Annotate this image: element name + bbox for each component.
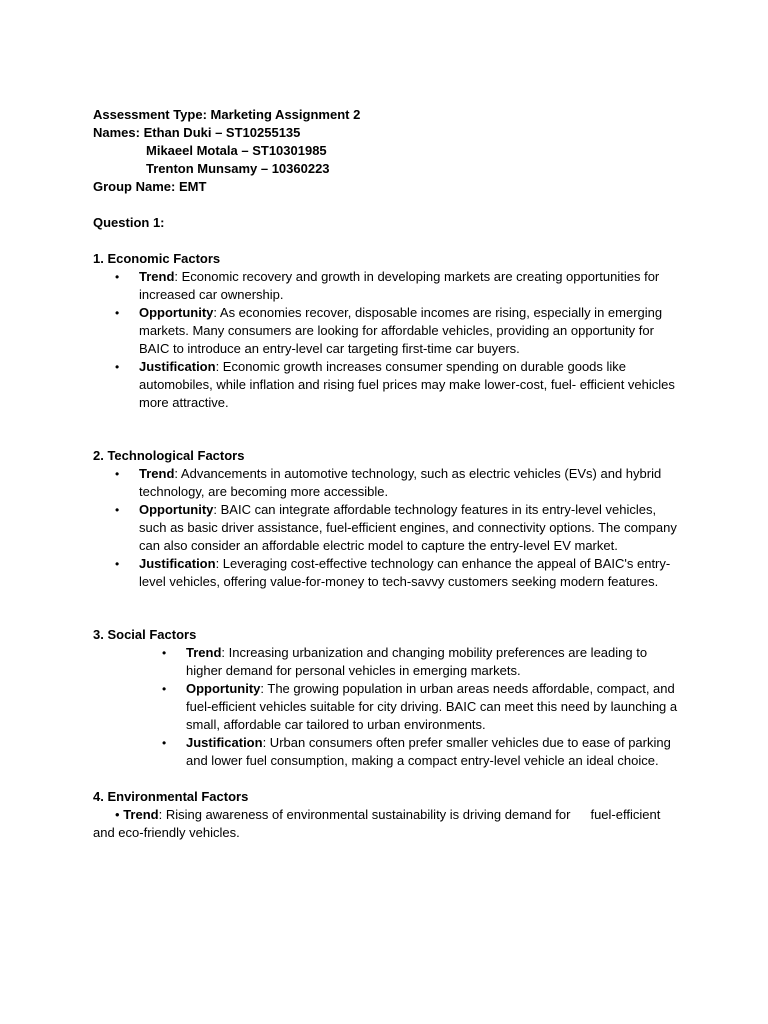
justification-label: Justification <box>186 735 263 750</box>
bullet-icon: • <box>115 360 120 374</box>
opportunity-text: : As economies recover, disposable incomes are rising, especially in emerging markets. Many consumers are looking for affordable vehicles, providing an opportunity for BAIC to introduce an entry-level car targeting first-time car buyers. <box>139 305 663 356</box>
name-2: Mikaeel Motala – ST10301985 <box>146 143 327 158</box>
opportunity-text: : The growing population in urban areas needs affordable, compact, and fuel-efficient vehicles suitable for city driving. BAIC can meet this need by launching a small, affordable car tailored to urban environments. <box>186 681 678 732</box>
trend-text: : Increasing urbanization and changing mobility preferences are leading to higher demand for personal vehicles in emerging markets. <box>186 645 648 678</box>
name-3: Trenton Munsamy – 10360223 <box>146 161 330 176</box>
economic-list <box>93 268 683 412</box>
trend-text: : Rising awareness of environmental sustainability is driving demand for <box>158 807 571 822</box>
opportunity-label: Opportunity <box>139 305 214 320</box>
technological-opportunity <box>93 501 683 555</box>
justification-text: : Economic growth increases consumer spending on durable goods like automobiles, while inflation and rising fuel prices may make lower-cost, fuel- efficient vehicles more attractive. <box>139 359 675 410</box>
opportunity-label: Opportunity <box>186 681 261 696</box>
justification-text: : Urban consumers often prefer smaller vehicles due to ease of parking and lower fuel consumption, making a compact entry-level vehicle an ideal choice. <box>186 735 671 768</box>
bullet-icon: • <box>115 503 120 517</box>
trend-text-end: fuel-efficient and eco-friendly vehicles. <box>93 807 661 840</box>
trend-text: : Economic recovery and growth in developing markets are creating opportunities for increased car ownership. <box>139 269 660 302</box>
economic-opportunity <box>93 304 683 358</box>
bullet-icon: • <box>115 306 120 320</box>
assessment-type: Assessment Type: Marketing Assignment 2 <box>93 107 361 122</box>
bullet-icon: • <box>162 646 167 660</box>
environmental-trend <box>93 806 683 842</box>
opportunity-label: Opportunity <box>139 502 214 517</box>
justification-text: : Leveraging cost-effective technology can enhance the appeal of BAIC's entry-level vehicles, offering value-for-money to tech-savvy customers seeking modern features. <box>139 556 671 589</box>
social-opportunity <box>93 680 683 734</box>
group-name: Group Name: EMT <box>93 179 207 194</box>
bullet-icon: • <box>162 682 167 696</box>
social-trend <box>93 644 683 680</box>
technological-trend <box>93 465 683 501</box>
social-list <box>93 644 683 770</box>
economic-title: 1. Economic Factors <box>93 251 221 266</box>
trend-label: Trend <box>139 269 175 284</box>
bullet-icon: • <box>115 467 120 481</box>
technological-justification <box>93 555 683 591</box>
technological-list <box>93 465 683 591</box>
justification-label: Justification <box>139 556 216 571</box>
document-page <box>93 106 683 842</box>
economic-trend <box>93 268 683 304</box>
trend-label: Trend <box>123 807 159 822</box>
names-line: Names: Ethan Duki – ST10255135 <box>93 125 301 140</box>
bullet-icon: • <box>162 736 167 750</box>
opportunity-text: : BAIC can integrate affordable technology features in its entry-level vehicles, such as basic driver assistance, fuel-efficient engines, and connectivity options. The company can also consider an affordable electric model to capture the entry-level EV market. <box>139 502 677 553</box>
social-title: 3. Social Factors <box>93 627 197 642</box>
justification-label: Justification <box>139 359 216 374</box>
trend-text: : Advancements in automotive technology, such as electric vehicles (EVs) and hybrid technology, are becoming more accessible. <box>139 466 662 499</box>
economic-justification <box>93 358 683 412</box>
bullet-icon: • <box>115 270 120 284</box>
trend-label: Trend <box>139 466 175 481</box>
trend-label: Trend <box>186 645 222 660</box>
technological-title: 2. Technological Factors <box>93 448 245 463</box>
question-title: Question 1: <box>93 215 165 230</box>
bullet-icon: • <box>115 807 120 822</box>
social-justification <box>93 734 683 770</box>
environmental-title: 4. Environmental Factors <box>93 789 249 804</box>
bullet-icon: • <box>115 557 120 571</box>
